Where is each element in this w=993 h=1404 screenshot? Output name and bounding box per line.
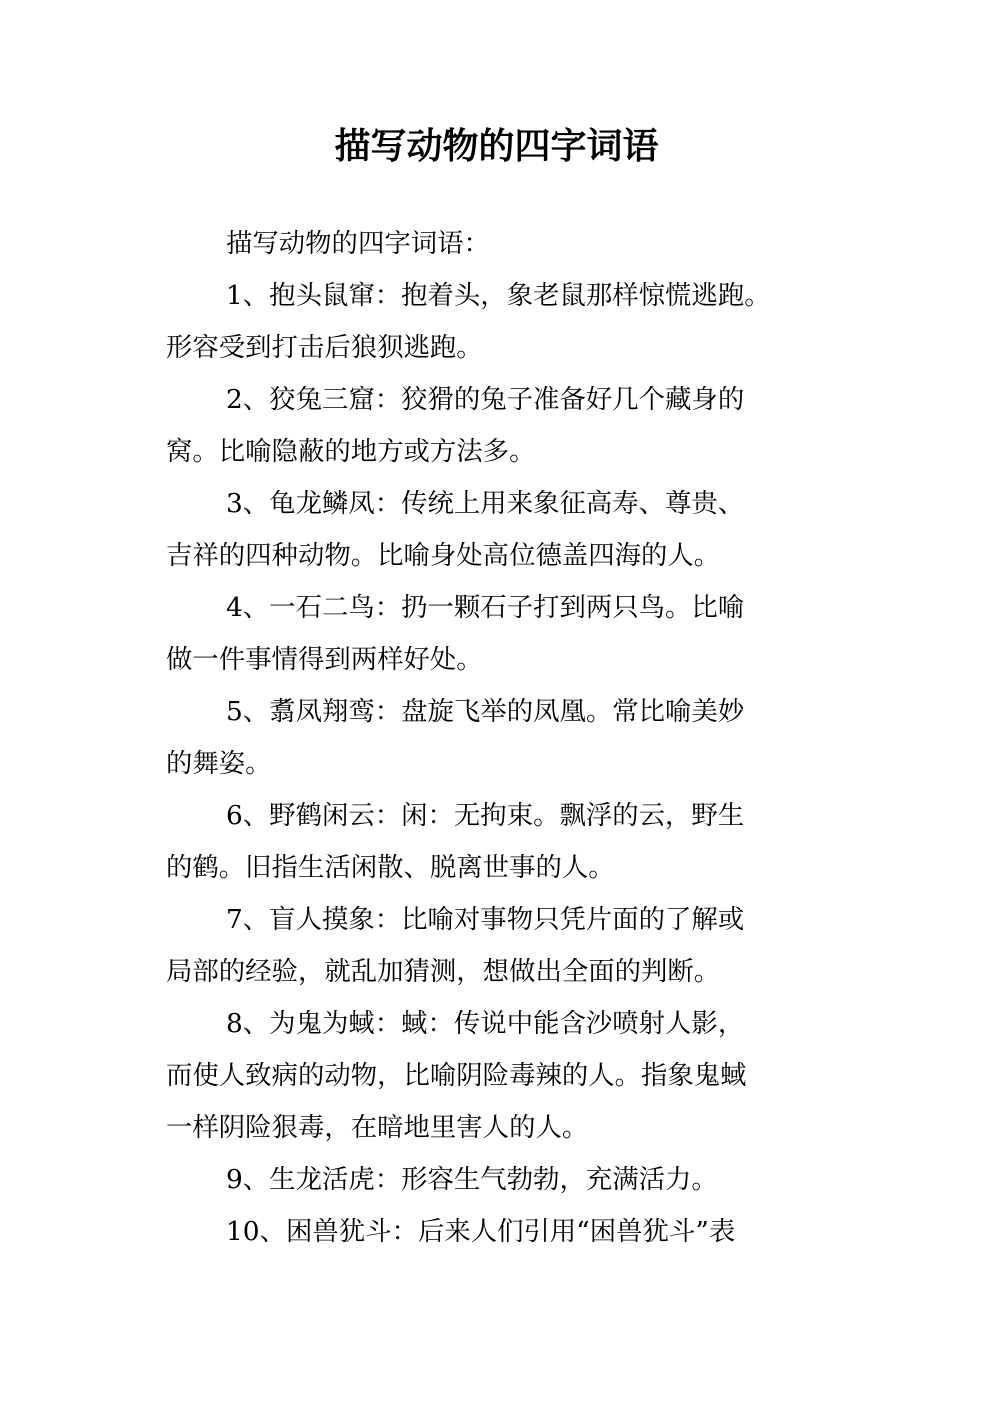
entry-5-line-2: 的舞姿。 <box>166 748 272 779</box>
entry-1-line-2: 形容受到打击后狼狈逃跑。 <box>166 332 483 363</box>
entry-3-line-1: 3、龟龙鳞凤：传统上用来象征高寿、尊贵、 <box>226 488 745 519</box>
entry-2-line-2: 窝。比喻隐蔽的地方或方法多。 <box>166 436 536 467</box>
page-title: 描写动物的四字词语 <box>334 126 659 167</box>
intro-text: 描写动物的四字词语： <box>226 228 490 259</box>
entry-7-line-2: 局部的经验，就乱加猜测，想做出全面的判断。 <box>166 956 721 987</box>
entry-3-line-2: 吉祥的四种动物。比喻身处高位德盖四海的人。 <box>166 540 721 571</box>
entry-8-line-2: 而使人致病的动物，比喻阴险毒辣的人。指象鬼蜮 <box>166 1060 747 1091</box>
entry-8-line-3: 一样阴险狠毒，在暗地里害人的人。 <box>166 1112 589 1143</box>
entry-4-line-2: 做一件事情得到两样好处。 <box>166 644 483 675</box>
entry-9-line-1: 9、生龙活虎：形容生气勃勃，充满活力。 <box>226 1164 718 1195</box>
entry-8-line-1: 8、为鬼为蜮：蜮：传说中能含沙喷射人影， <box>226 1008 745 1039</box>
entry-5-line-1: 5、翥凤翔鸾：盘旋飞举的凤凰。常比喻美妙 <box>226 696 745 727</box>
entry-1-line-1: 1、抱头鼠窜：抱着头，象老鼠那样惊慌逃跑。 <box>226 280 771 311</box>
entry-6-line-2: 的鹤。旧指生活闲散、脱离世事的人。 <box>166 852 615 883</box>
entry-7-line-1: 7、盲人摸象：比喻对事物只凭片面的了解或 <box>226 904 745 935</box>
document-body <box>166 218 836 1258</box>
entry-4-line-1: 4、一石二鸟：扔一颗石子打到两只鸟。比喻 <box>226 592 745 623</box>
entry-2-line-1: 2、狡兔三窟：狡猾的兔子准备好几个藏身的 <box>226 384 745 415</box>
entry-6-line-1: 6、野鹤闲云：闲：无拘束。飘浮的云，野生 <box>226 800 745 831</box>
entry-10-line-1: 10、困兽犹斗：后来人们引用“困兽犹斗”表 <box>226 1216 736 1247</box>
